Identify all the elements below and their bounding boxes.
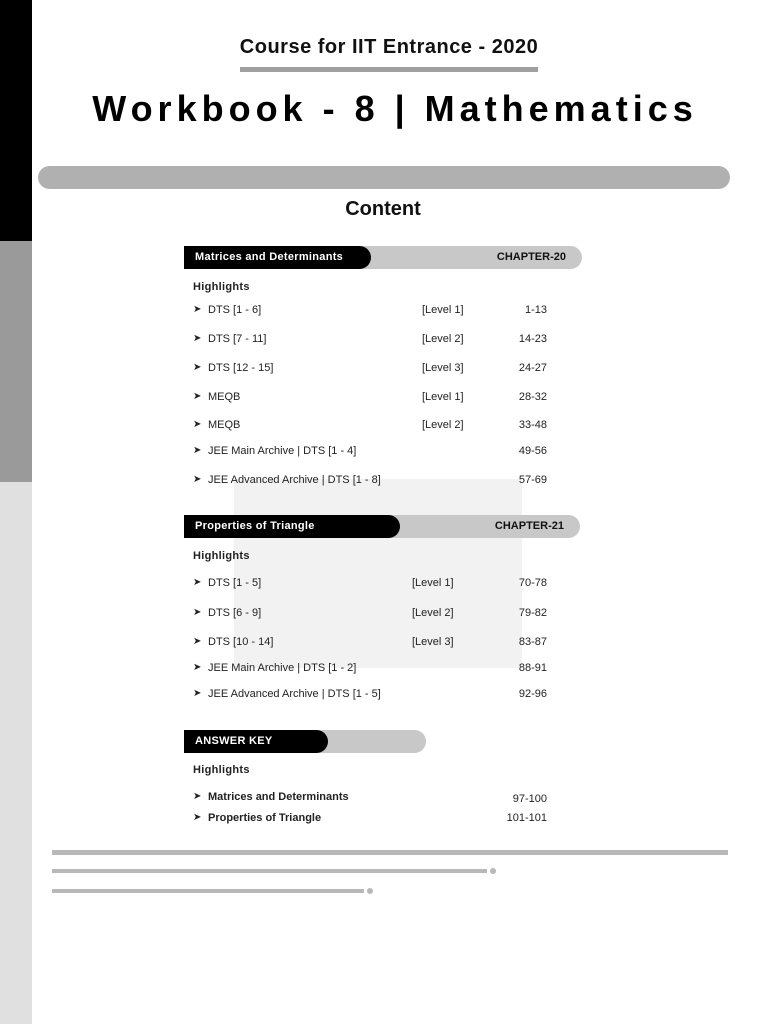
arrowhead-icon: ➤ [193,391,202,402]
toc-level: [Level 2] [422,419,464,431]
toc-label: JEE Advanced Archive | DTS [1 - 8] [208,474,381,486]
toc-pages: 57-69 [518,474,547,486]
highlights-heading: Highlights [193,764,250,776]
toc-row [193,810,553,826]
footer-dot [490,868,496,874]
toc-row [193,605,553,621]
highlights-heading: Highlights [193,550,250,562]
toc-pages: 101-101 [506,812,547,824]
toc-level: [Level 3] [422,362,464,374]
toc-level: [Level 2] [422,333,464,345]
toc-pages: 88-91 [518,662,547,674]
toc-pages: 28-32 [518,391,547,403]
arrowhead-icon: ➤ [193,662,202,673]
toc-label: Properties of Triangle [208,812,322,824]
toc-pages: 14-23 [518,333,547,345]
toc-level: [Level 1] [422,304,464,316]
toc-row [193,389,553,405]
toc-row [193,360,553,376]
course-underline [240,67,538,72]
toc-pages: 49-56 [518,445,547,457]
footer-rule [52,869,487,873]
arrowhead-icon: ➤ [193,688,202,699]
chapter-title: Properties of Triangle [184,515,400,538]
toc-level: [Level 1] [422,391,464,403]
toc-pages: 70-78 [518,577,547,589]
toc-label: DTS [1 - 5] [208,577,262,589]
chapter-bar [184,246,582,269]
toc-pages: 33-48 [518,419,547,431]
chapter-number: CHAPTER-21 [494,520,564,532]
chapter-bar [184,515,580,538]
arrowhead-icon: ➤ [193,474,202,485]
footer-rule [52,850,728,855]
toc-label: Matrices and Determinants [208,791,349,803]
toc-pages: 24-27 [518,362,547,374]
footer-dot [367,888,373,894]
toc-label: JEE Advanced Archive | DTS [1 - 5] [208,688,381,700]
title-divider-bar [38,166,730,189]
toc-level: [Level 2] [412,607,454,619]
course-title: Course for IIT Entrance - 2020 [239,36,539,58]
arrowhead-icon: ➤ [193,304,202,315]
toc-label: DTS [12 - 15] [208,362,274,374]
chapter-number: CHAPTER-20 [496,251,566,263]
toc-pages: 1-13 [524,304,547,316]
highlights-heading: Highlights [193,281,250,293]
toc-label: MEQB [208,419,241,431]
arrowhead-icon: ➤ [193,419,202,430]
arrowhead-icon: ➤ [193,577,202,588]
toc-level: [Level 1] [412,577,454,589]
toc-label: JEE Main Archive | DTS [1 - 2] [208,662,357,674]
toc-label: JEE Main Archive | DTS [1 - 4] [208,445,357,457]
toc-label: DTS [10 - 14] [208,636,274,648]
arrowhead-icon: ➤ [193,333,202,344]
toc-row [193,302,553,318]
arrowhead-icon: ➤ [193,812,202,823]
arrowhead-icon: ➤ [193,607,202,618]
toc-label: DTS [6 - 9] [208,607,262,619]
arrowhead-icon: ➤ [193,445,202,456]
toc-row [193,417,553,433]
answer-key-title: ANSWER KEY [184,730,328,753]
toc-row [193,443,553,459]
toc-pages: 83-87 [518,636,547,648]
answer-key-bar [184,730,426,753]
toc-pages: 97-100 [512,793,547,805]
arrowhead-icon: ➤ [193,791,202,802]
arrowhead-icon: ➤ [193,636,202,647]
side-strip-light [0,482,32,1024]
toc-row [193,575,553,591]
toc-row [193,660,553,676]
toc-row [193,634,553,650]
content-heading: Content [345,198,421,220]
toc-label: DTS [1 - 6] [208,304,262,316]
footer-rule [52,889,364,893]
page-title: Workbook - 8 | Mathematics [92,88,698,129]
toc-pages: 79-82 [518,607,547,619]
arrowhead-icon: ➤ [193,362,202,373]
toc-row [193,472,553,488]
toc-label: DTS [7 - 11] [208,333,267,345]
side-strip-grey [0,241,32,482]
toc-level: [Level 3] [412,636,454,648]
toc-row [193,331,553,347]
chapter-title: Matrices and Determinants [184,246,371,269]
toc-row [193,789,553,805]
toc-label: MEQB [208,391,241,403]
toc-pages: 92-96 [518,688,547,700]
toc-row [193,686,553,702]
